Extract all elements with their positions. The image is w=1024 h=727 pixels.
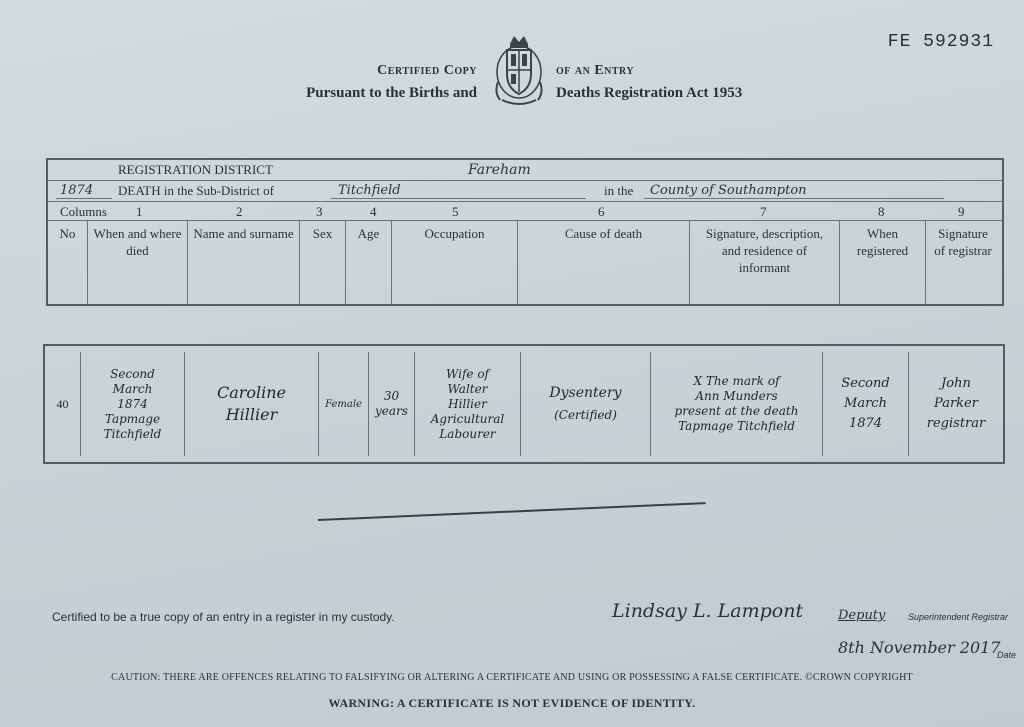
registered-day: Second <box>841 376 890 391</box>
informant-line-3: present at the death <box>674 404 799 418</box>
colnum-6: 6 <box>598 204 605 219</box>
death-label: DEATH in the Sub-District of <box>118 183 274 198</box>
district-value: Fareham <box>468 162 531 178</box>
caution-notice: CAUTION: THERE ARE OFFENCES RELATING TO FALSIFYING OR ALTERING A CERTIFICATE AND USING OR POSSESSING A FALSE CERTIFICATE. ©CROWN COPYRIGHT <box>111 672 913 683</box>
title-act: Deaths Registration Act 1953 <box>556 85 743 101</box>
title-right <box>556 60 816 104</box>
serial-number: FE 592931 <box>887 32 994 52</box>
entry-when-where <box>81 352 185 456</box>
date-label: Date <box>997 650 1017 660</box>
colhead-cause: Cause of death <box>518 221 690 304</box>
subdistrict-value: Titchfield <box>338 183 401 198</box>
district-label: REGISTRATION DISTRICT <box>118 162 273 177</box>
entry-registrar <box>909 352 1003 456</box>
occupation-line-2: Walter <box>447 381 488 396</box>
cause-certified: (Certified) <box>554 408 617 422</box>
superintendent-label: Superintendent Registrar <box>908 612 1009 622</box>
entry-age <box>369 352 415 456</box>
colhead-occupation: Occupation <box>392 221 518 304</box>
year-value: 1874 <box>60 183 94 198</box>
colhead-name: Name and surname <box>188 221 300 304</box>
registrar-forename: John <box>941 376 971 391</box>
colnum-3: 3 <box>316 204 323 219</box>
colnum-8: 8 <box>878 204 885 219</box>
column-headers <box>48 221 1002 304</box>
sex-value: Female <box>325 398 362 410</box>
title-of-an-entry: of an Entry <box>556 63 635 78</box>
registered-month: March <box>844 396 887 411</box>
subdistrict-underline <box>331 198 586 199</box>
registrar-signature: Lindsay L. Lampont <box>612 600 804 622</box>
occupation-line-4: Agricultural <box>430 411 505 426</box>
certificate-date: 8th November 2017 <box>838 638 1001 657</box>
in-the-label: in the <box>604 183 634 198</box>
title-pursuant: Pursuant to the Births and <box>306 85 477 101</box>
forename: Caroline <box>216 383 287 402</box>
royal-coat-of-arms-icon <box>490 30 548 108</box>
when-month: March <box>112 381 153 396</box>
occupation-line-3: Hillier <box>448 396 487 411</box>
colnum-9: 9 <box>958 204 965 219</box>
registration-header-frame <box>46 158 1004 306</box>
colhead-sex: Sex <box>300 221 346 304</box>
entry-informant <box>651 352 823 456</box>
colnum-7: 7 <box>760 204 767 219</box>
colhead-registrar: Signature of registrar <box>934 226 992 258</box>
entry-cause <box>521 352 651 456</box>
colnum-2: 2 <box>236 204 243 219</box>
colnum-1: 1 <box>136 204 143 219</box>
columns-row <box>48 202 1002 221</box>
colhead-no: No <box>48 221 88 304</box>
entry-occupation <box>415 352 521 456</box>
subdistrict-row <box>48 181 1002 202</box>
colnum-4: 4 <box>370 204 377 219</box>
informant-line-4: Tapmage Titchfield <box>678 419 795 433</box>
colhead-when-registered: When registered <box>840 221 926 304</box>
where-place: Tapmage <box>104 411 161 426</box>
cancellation-line <box>318 502 706 521</box>
occupation-line-5: Labourer <box>439 426 496 441</box>
year-underline <box>56 198 112 199</box>
informant-line-2: Ann Munders <box>695 389 778 403</box>
colhead-when-where: When and where died <box>88 221 188 304</box>
entry-sex <box>319 352 369 456</box>
district-row <box>48 160 1002 181</box>
title-left <box>262 60 477 104</box>
when-day: Second <box>110 366 155 381</box>
occupation-line-1: Wife of <box>446 366 489 381</box>
where-parish: Titchfield <box>103 426 162 441</box>
age-number: 30 <box>383 389 400 403</box>
colhead-age: Age <box>346 221 392 304</box>
certified-statement: Certified to be a true copy of an entry in a register in my custody. <box>52 610 395 624</box>
entry-row <box>43 344 1005 464</box>
registered-year: 1874 <box>848 416 883 431</box>
registrar-surname: Parker <box>934 396 978 411</box>
entry-no <box>45 352 81 456</box>
cause-value: Dysentery <box>549 385 622 401</box>
county-value: County of Southampton <box>650 183 807 198</box>
informant-line-1: X The mark of <box>693 374 780 388</box>
colhead-informant: Signature, description, and residence of informant <box>690 221 840 304</box>
warning-notice: WARNING: A CERTIFICATE IS NOT EVIDENCE OF IDENTITY. <box>328 696 696 710</box>
when-year: 1874 <box>117 396 148 411</box>
colnum-5: 5 <box>452 204 459 219</box>
entry-name <box>185 352 319 456</box>
entry-when-registered <box>823 352 909 456</box>
surname: Hillier <box>225 405 278 424</box>
registrar-title: registrar <box>926 416 986 431</box>
county-underline <box>644 198 944 199</box>
columns-label: Columns <box>60 204 107 219</box>
age-unit: years <box>375 404 408 418</box>
title-certified-copy: Certified Copy <box>377 63 477 78</box>
deputy-label: Deputy <box>838 608 886 623</box>
entry-no-value: 40 <box>56 396 69 411</box>
